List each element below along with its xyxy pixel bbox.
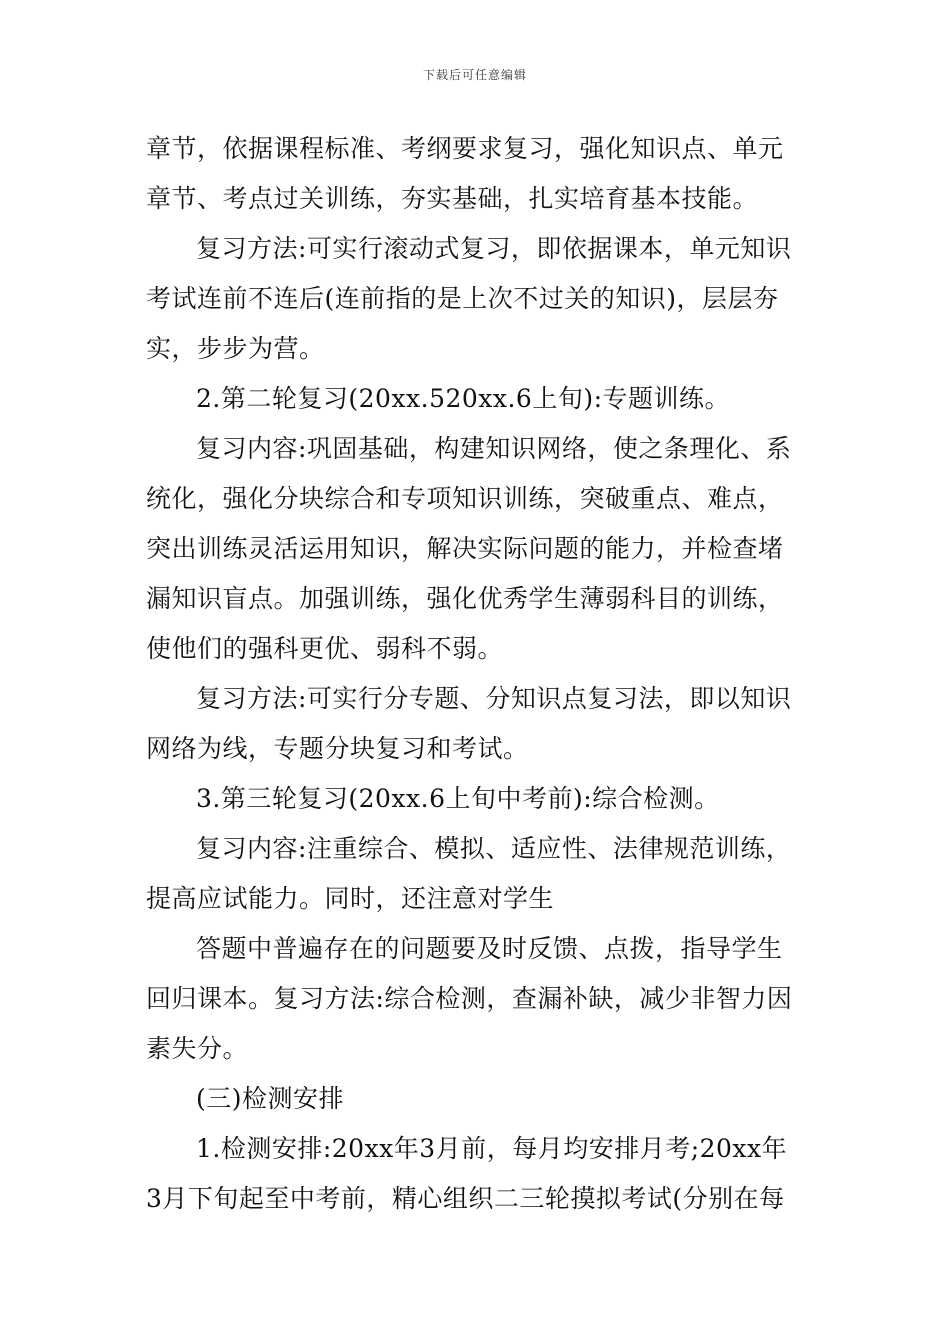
text-line: 3月下旬起至中考前，精心组织二三轮摸拟考试(分别在每 <box>146 1184 785 1213</box>
text-line: 2.第二轮复习(20xx.520xx.6上旬):专题训练。 <box>196 384 731 413</box>
text-line: 实，步步为营。 <box>146 334 325 363</box>
text-line: 复习方法:可实行分专题、分知识点复习法，即以知识 <box>196 684 792 713</box>
text-line: 答题中普遍存在的问题要及时反馈、点拨，指导学生 <box>196 934 783 963</box>
text-line: 1.检测安排:20xx年3月前，每月均安排月考;20xx年 <box>196 1134 788 1163</box>
text-line: 使他们的强科更优、弱科不弱。 <box>146 634 504 663</box>
text-line: 素失分。 <box>146 1034 249 1063</box>
text-line: 3.第三轮复习(20xx.6上旬中考前):综合检测。 <box>196 784 720 813</box>
text-line: 突出训练灵活运用知识，解决实际问题的能力，并检查堵 <box>146 534 784 563</box>
text-line: 提高应试能力。同时，还注意对学生 <box>146 884 555 913</box>
text-line: 章节，依据课程标准、考纲要求复习，强化知识点、单元 <box>146 134 784 163</box>
section-heading: (三)检测安排 <box>196 1084 345 1113</box>
text-line: 漏知识盲点。加强训练，强化优秀学生薄弱科目的训练， <box>146 584 784 613</box>
text-line: 网络为线，专题分块复习和考试。 <box>146 734 529 763</box>
text-line: 章节、考点过关训练，夯实基础，扎实培育基本技能。 <box>146 184 759 213</box>
text-line: 回归课本。复习方法:综合检测，查漏补缺，减少非智力因 <box>146 984 793 1013</box>
text-line: 复习内容:注重综合、模拟、适应性、法律规范训练， <box>196 834 792 863</box>
text-line: 复习内容:巩固基础，构建知识网络，使之条理化、系 <box>196 434 792 463</box>
text-line: 统化，强化分块综合和专项知识训练，突破重点、难点， <box>146 484 784 513</box>
page-header: 下载后可任意编辑 <box>422 68 527 82</box>
text-line: 复习方法:可实行滚动式复习，即依据课本，单元知识 <box>196 234 792 263</box>
text-line: 考试连前不连后(连前指的是上次不过关的知识)，层层夯 <box>146 284 779 313</box>
